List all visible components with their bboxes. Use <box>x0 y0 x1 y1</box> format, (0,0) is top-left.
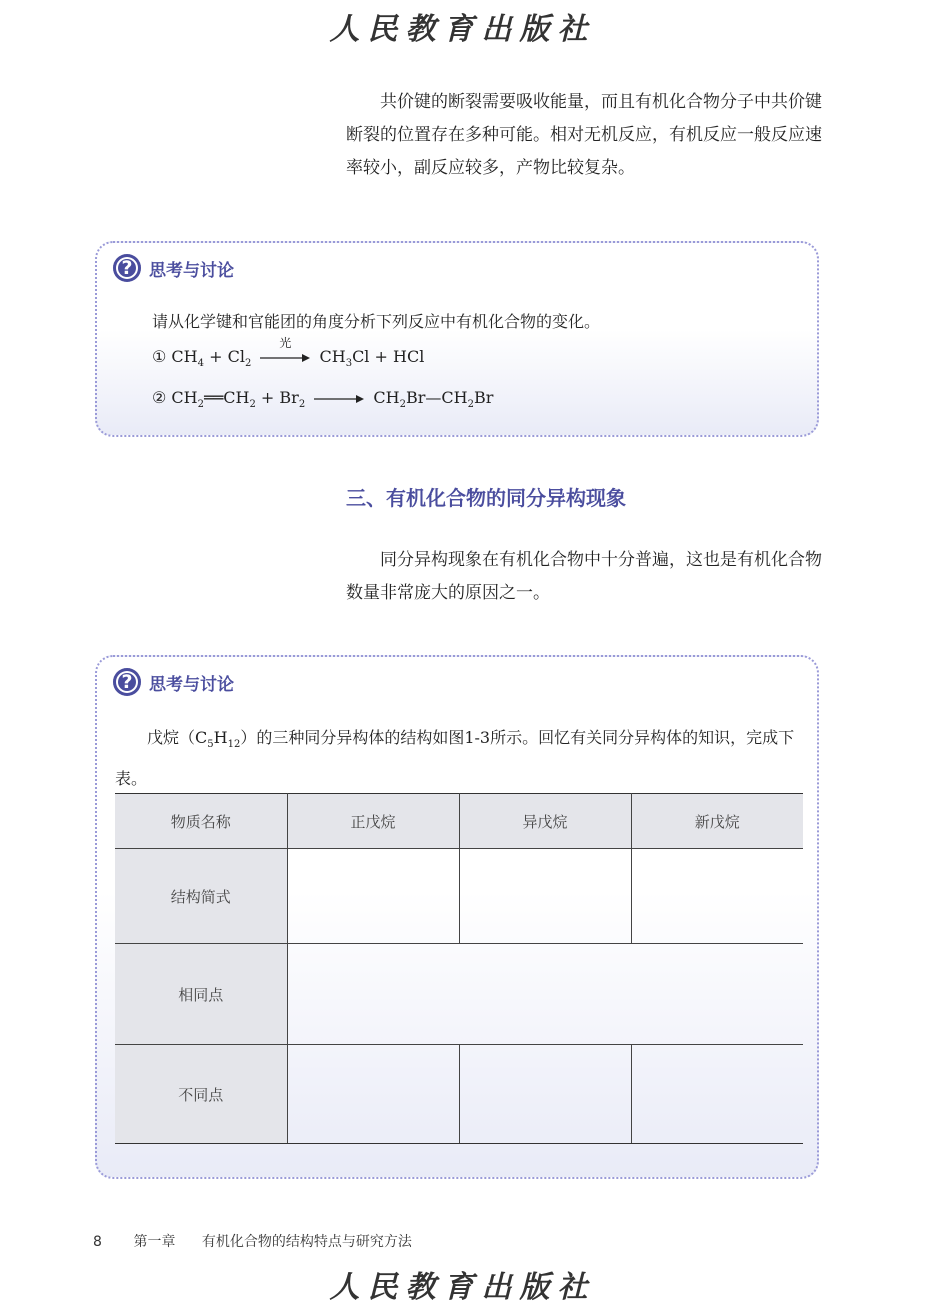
chapter-title: 有机化合物的结构特点与研究方法 <box>201 1234 412 1250</box>
question-circle-icon: ? <box>113 668 141 696</box>
box-title: 思考与讨论 <box>149 674 234 695</box>
paragraph-bond-cleavage: 共价键的断裂需要吸收能量，而且有机化合物分子中共价键断裂的位置存在多种可能。相对无机反应，有机反应一般反应速率较小，副反应较多，产物比较复杂。 <box>346 92 822 178</box>
equation-number: ② <box>152 388 167 407</box>
table-header-row <box>115 794 803 849</box>
row-label: 不同点 <box>115 1045 287 1144</box>
row-label: 结构简式 <box>115 849 287 944</box>
row-label: 相同点 <box>115 944 287 1045</box>
paragraph-isomerism: 同分异构现象在有机化合物中十分普遍，这也是有机化合物数量非常庞大的原因之一。 <box>346 550 822 603</box>
blank-cell <box>459 1045 631 1144</box>
equation-2: ② $CH_2══CH_2 + Br_2$ $CH_2Br—CH_2Br$ <box>152 388 494 411</box>
table-header-cell: 异戊烷 <box>459 794 631 849</box>
blank-cell <box>287 1045 459 1144</box>
blank-cell <box>287 944 803 1045</box>
page-number: 8 <box>93 1234 102 1250</box>
question-circle-icon: ? <box>113 254 141 282</box>
publisher-logo-bottom: 人民教育出版社 <box>329 1270 596 1305</box>
table-row <box>115 944 803 1045</box>
think-discuss-box-1 <box>95 241 819 437</box>
reaction-arrow-icon <box>260 335 310 366</box>
equation-1: ① $CH_4 + Cl_2$ 光 $CH_3Cl$ + HCl <box>152 335 425 370</box>
think-discuss-box-2 <box>95 655 819 1179</box>
publisher-logo-top: 人民教育出版社 <box>329 12 596 47</box>
table-header-cell: 正戊烷 <box>287 794 459 849</box>
blank-cell <box>631 849 803 944</box>
isomer-table <box>115 793 803 1144</box>
blank-cell <box>287 849 459 944</box>
table-header-cell: 新戊烷 <box>631 794 803 849</box>
box-question: 戊烷$(C_5H_{12})$的三种同分异构体的结构如图1-3所示。回忆有关同分异构体的知识，完成下表。 <box>115 728 795 789</box>
blank-cell <box>631 1045 803 1144</box>
blank-cell <box>459 849 631 944</box>
box-title: 思考与讨论 <box>149 260 234 281</box>
box-header <box>113 667 234 697</box>
section-title: 三、有机化合物的同分异构现象 <box>346 486 626 510</box>
chapter-label: 第一章 <box>133 1234 176 1250</box>
box-header <box>113 253 234 283</box>
reaction-arrow-icon <box>314 391 364 407</box>
box-question: 请从化学键和官能团的角度分析下列反应中有机化合物的变化。 <box>152 312 601 331</box>
reaction-condition: 光 <box>279 335 292 350</box>
table-row <box>115 1045 803 1144</box>
equation-number: ① <box>152 347 167 366</box>
page-footer <box>93 1231 412 1251</box>
table-row <box>115 849 803 944</box>
table-header-cell: 物质名称 <box>115 794 287 849</box>
